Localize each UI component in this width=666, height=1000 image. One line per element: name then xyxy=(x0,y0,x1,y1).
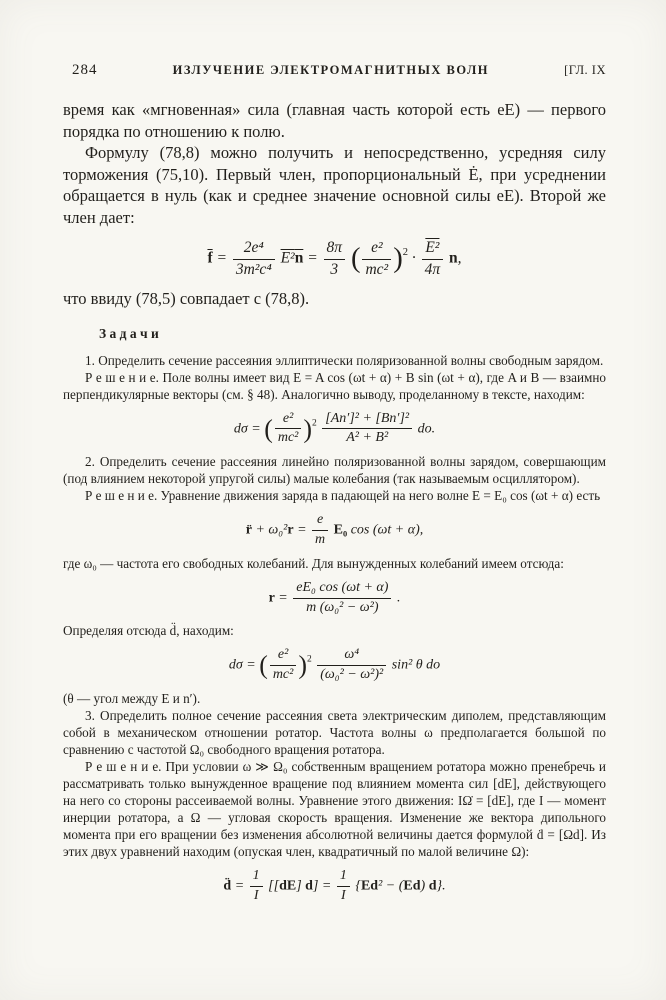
math-token: ) xyxy=(393,242,403,275)
math-token: $\frac{\text{eE₀ cos (ωt + α)}}{\text{m (ω₀² − ω²)}}$ xyxy=(293,580,391,617)
math-token: dσ = xyxy=(228,657,260,673)
math-token: r xyxy=(268,590,275,606)
problems-heading: З а д а ч и xyxy=(99,325,159,341)
math-token: do. xyxy=(414,421,436,437)
math-token: = xyxy=(231,878,248,894)
problem-2-statement: 2. Определить сечение рассеяния линейно поляризованной волны зарядом, совершающим (под влиянием некоторой упругой силы) малые колебания (так называемым осциллятором). xyxy=(63,454,606,487)
math-token: dE xyxy=(279,878,297,894)
math-token: , xyxy=(457,249,462,267)
formula-oscillator-motion xyxy=(63,512,606,549)
problem-2-after-eq2: Определяя отсюда d̈, находим: xyxy=(63,623,234,639)
math-token: ² − ( xyxy=(378,878,404,894)
math-token: ( xyxy=(264,414,273,444)
running-title: ИЗЛУЧЕНИЕ ЭЛЕКТРОМАГНИТНЫХ ВОЛН xyxy=(172,63,490,77)
math-token: ) xyxy=(303,414,312,444)
math-token: = xyxy=(293,522,311,538)
math-token: . xyxy=(393,590,401,606)
math-token: $\overline{f}$ xyxy=(207,249,213,267)
math-token: [[ xyxy=(264,878,280,894)
intro-paragraph-1: время как «мгновенная» сила (главная часть которой есть eE) — первого порядка по отношению к полю. xyxy=(63,100,606,141)
math-token: E₀ xyxy=(330,522,348,538)
chapter-label: [ГЛ. IX xyxy=(564,63,606,77)
math-token: $\frac{\text{e²}}{\text{mc²}}$ xyxy=(270,647,297,684)
math-token: ) xyxy=(420,878,429,894)
math-token: 2 xyxy=(312,418,317,429)
math-token: $\frac{\text{e²}}{\text{mc²}}$ xyxy=(275,411,302,448)
problem-2-after-eq1: где ω₀ — частота его свободных колебаний. Для вынужденных колебаний имеем отсюда: xyxy=(63,555,564,571)
math-token: = xyxy=(274,590,292,606)
formula-forced-oscillation xyxy=(63,580,606,617)
math-token: r̈ xyxy=(245,522,252,538)
math-token: n xyxy=(445,249,458,267)
math-token: ( xyxy=(350,242,361,275)
math-token: $\frac{e}{m}$ xyxy=(312,512,328,549)
math-token: $\frac{\text{e²}}{\text{mc²}}$ xyxy=(362,239,391,279)
math-token: $\frac{\text{ω⁴}}{\text{(ω₀² − ω²)²}}$ xyxy=(317,647,386,684)
math-token: · xyxy=(408,249,420,267)
page-number: 284 xyxy=(72,62,98,78)
problem-2-theta-note: (θ — угол между E и n′). xyxy=(63,691,201,707)
math-token: $\overline{n}$ xyxy=(294,249,304,267)
math-token: E² xyxy=(280,249,295,267)
math-token: $\frac{\text{[An′]² + [Bn′]²}}{\text{A² + B²}}$ xyxy=(322,411,412,448)
math-token: d xyxy=(305,878,313,894)
text-block xyxy=(63,99,606,905)
math-token: dσ = xyxy=(233,421,265,437)
math-token: ] = xyxy=(312,878,335,894)
formula-cross-section-elliptic xyxy=(63,411,606,448)
math-token xyxy=(312,658,316,673)
math-token: $\frac{1}{I}$ xyxy=(250,868,263,905)
math-token xyxy=(317,421,321,436)
math-token: cos (ωt + α), xyxy=(347,522,424,538)
math-token: 2 xyxy=(402,246,409,258)
problem-2-solution-intro: Р е ш е н и е. Уравнение движения заряда в падающей на него волне E = E₀ cos (ωt + α) есть xyxy=(85,488,601,504)
formula-rotator-dipole xyxy=(63,868,606,905)
after-formula-paragraph: что ввиду (78,5) совпадает с (78,8). xyxy=(63,289,310,309)
math-token: { xyxy=(351,878,361,894)
formula-damping-force xyxy=(63,239,606,279)
problem-3-statement: 3. Определить полное сечение рассеяния света электрическим диполем, представляющим собой в механическом отношении ротатор. Частота волны ω предполагается большой по сравнению с частотой Ω₀ свободного вращения ротатора. xyxy=(63,708,606,758)
math-token: r xyxy=(287,522,294,538)
math-token: ) xyxy=(298,651,307,681)
math-token: sin² θ do xyxy=(388,657,441,673)
math-token: 2 xyxy=(306,654,312,665)
math-token: $\frac{\text{E²}}{4\pi}$ xyxy=(422,239,444,279)
math-token: d xyxy=(428,878,437,894)
problem-1-statement: 1. Определить сечение рассеяния эллиптически поляризованной волны свободным зарядом. xyxy=(85,352,604,368)
math-token: }. xyxy=(436,878,446,894)
math-token: $\frac{1}{I}$ xyxy=(337,868,350,905)
problem-1-solution: Р е ш е н и е. Поле волны имеет вид E = A cos (ωt + α) + B sin (ωt + α), где A и B — взаимно перпендикулярные векторы (см. § 48). Аналогично выводу, проделанному в тексте, находим: xyxy=(63,369,606,402)
problem-3-solution: Р е ш е н и е. При условии ω ≫ Ω₀ собственным вращением ротатора можно пренебречь и рассматривать только вынужденное вращение под влиянием момента сил [dE], действующего на него со стороны рассеиваемой волны. Уравнение этого движения: IΩ̇ = [dE], где I — момент инерции ротатора, а Ω — угловая скорость вращения. Изменение же вектора дипольного момента при его вращении без изменения абсолютной величины дается формулой ḋ = [Ωd]. Из этих двух уравнений находим (опуская член, квадратичный по малой величине Ω): xyxy=(63,759,606,860)
page-header xyxy=(0,0,666,79)
math-token: $\frac{\text{2e⁴}}{\text{3m²c⁴}}$ xyxy=(233,239,275,279)
intro-paragraph-2: Формулу (78,8) можно получить и непосредственно, усредняя силу торможения (75,10). Первый член, пропорциональный Ė, при усреднении обращается в нуль (как и среднее значение основной силы eE). Второй же член дает: xyxy=(63,143,606,227)
math-token: = xyxy=(303,249,322,267)
math-token: ] xyxy=(296,878,306,894)
math-token: Ed xyxy=(403,878,421,894)
math-token: + ω₀² xyxy=(251,522,288,538)
formula-cross-section-oscillator xyxy=(63,647,606,684)
math-token: ( xyxy=(259,651,268,681)
math-token: Ed xyxy=(360,878,379,894)
math-token: d̈ xyxy=(223,878,232,894)
math-token: = xyxy=(212,249,231,267)
math-token: $\frac{8\pi}{3}$ xyxy=(324,239,346,279)
